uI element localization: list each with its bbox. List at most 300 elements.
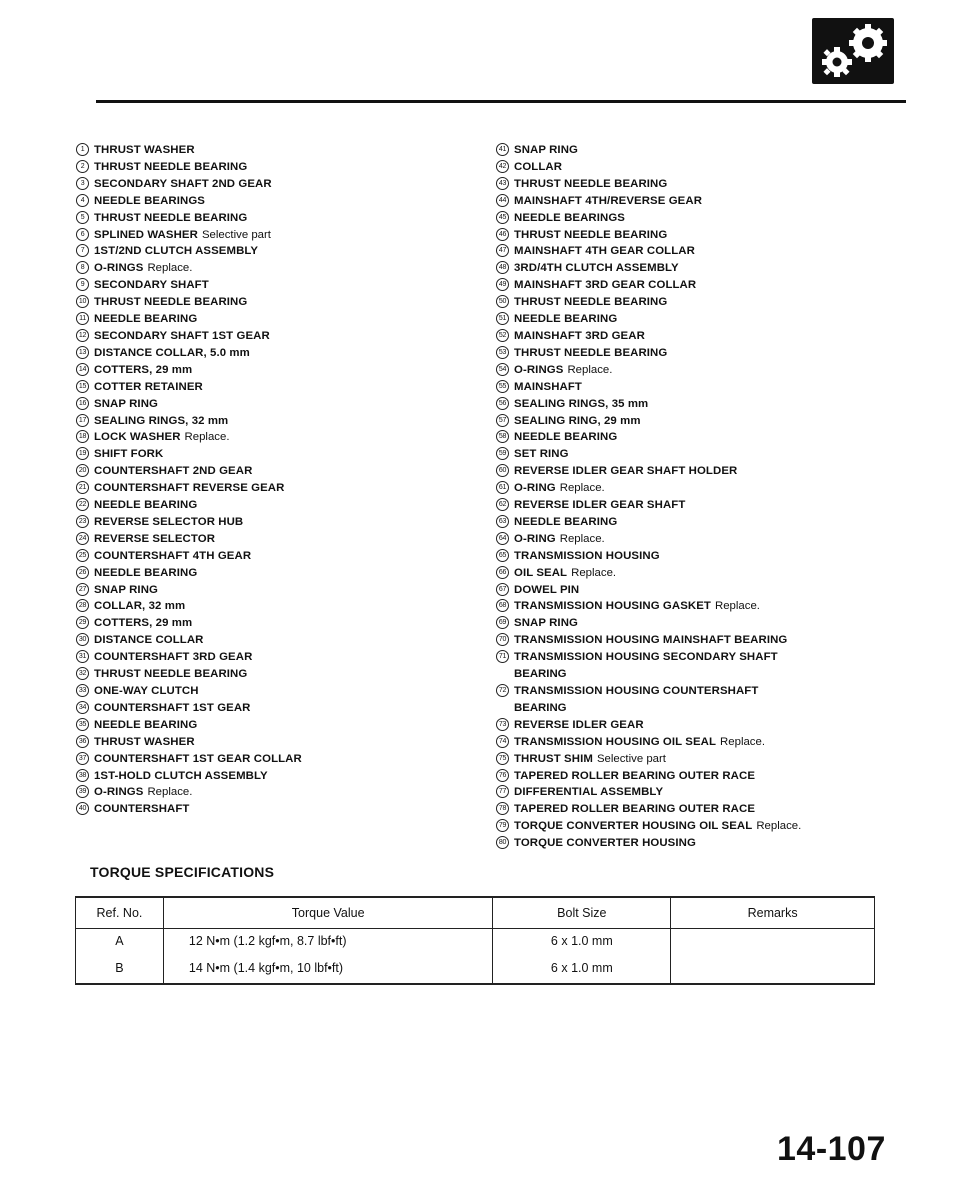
torque-value-cell: 14 N•m (1.4 kgf•m, 10 lbf•ft)	[163, 953, 493, 984]
part-name: SEALING RINGS, 32 mm	[94, 414, 229, 427]
part-name: SECONDARY SHAFT	[94, 279, 209, 292]
item-text	[514, 632, 787, 649]
list-item	[496, 463, 916, 480]
callout-number: 16	[76, 397, 89, 410]
page-number: 14-107	[777, 1130, 886, 1168]
list-item	[496, 294, 916, 311]
item-text	[94, 497, 197, 514]
item-text	[514, 429, 617, 446]
list-item	[496, 142, 916, 159]
callout-number: 28	[76, 599, 89, 612]
callout-number: 26	[76, 566, 89, 579]
table-row	[76, 953, 875, 984]
table-row	[76, 929, 875, 954]
item-text	[514, 311, 617, 328]
item-text	[94, 159, 247, 176]
callout-number: 60	[496, 464, 509, 477]
callout-number: 78	[496, 802, 509, 815]
item-text	[94, 548, 251, 565]
part-note: Replace.	[567, 363, 613, 376]
item-text	[94, 311, 197, 328]
callout-number: 65	[496, 549, 509, 562]
part-note: Replace.	[559, 482, 605, 495]
callout-number: 77	[496, 785, 509, 798]
remarks-cell	[671, 929, 875, 954]
list-item	[76, 480, 476, 497]
part-note: Replace.	[756, 820, 802, 833]
item-text	[94, 683, 199, 700]
list-item	[496, 784, 916, 801]
part-name: O-RINGS	[514, 363, 564, 376]
part-note: Replace.	[147, 262, 193, 275]
part-name: COTTERS, 29 mm	[94, 617, 193, 630]
callout-number: 4	[76, 194, 89, 207]
callout-number: 63	[496, 515, 509, 528]
part-name: THRUST NEEDLE BEARING	[514, 177, 668, 190]
item-text	[514, 227, 667, 244]
callout-number: 56	[496, 397, 509, 410]
part-name: MAINSHAFT 4TH GEAR COLLAR	[514, 245, 695, 258]
part-note: Replace.	[720, 735, 766, 748]
list-item	[76, 700, 476, 717]
part-name: TRANSMISSION HOUSING	[514, 549, 660, 562]
callout-number: 17	[76, 414, 89, 427]
item-text	[94, 210, 247, 227]
part-name: REVERSE IDLER GEAR SHAFT HOLDER	[514, 465, 738, 478]
callout-number: 64	[496, 532, 509, 545]
part-name: NEEDLE BEARING	[514, 313, 618, 326]
part-name: DISTANCE COLLAR	[94, 634, 204, 647]
part-name: COUNTERSHAFT 1ST GEAR	[94, 701, 251, 714]
part-name: COUNTERSHAFT 4TH GEAR	[94, 549, 252, 562]
item-text	[514, 176, 667, 193]
part-name: COUNTERSHAFT REVERSE GEAR	[94, 482, 285, 495]
part-name: TRANSMISSION HOUSING COUNTERSHAFT	[514, 685, 759, 697]
header-remarks: Remarks	[671, 897, 875, 929]
list-item	[496, 446, 916, 463]
callout-number: 45	[496, 211, 509, 224]
list-item	[76, 379, 476, 396]
item-text	[94, 345, 250, 362]
item-text	[94, 598, 185, 615]
callout-number: 50	[496, 295, 509, 308]
list-item	[76, 294, 476, 311]
part-name: SECONDARY SHAFT 2ND GEAR	[94, 177, 272, 190]
list-item	[496, 176, 916, 193]
list-item	[496, 649, 916, 683]
item-text	[514, 379, 582, 396]
part-name: DISTANCE COLLAR, 5.0 mm	[94, 346, 250, 359]
list-item	[496, 801, 916, 818]
item-text	[94, 666, 247, 683]
list-item	[76, 159, 476, 176]
table-header-row	[76, 897, 875, 929]
item-text	[94, 615, 192, 632]
list-item	[76, 193, 476, 210]
item-text	[514, 801, 755, 818]
item-text	[514, 497, 685, 514]
header-ref-no: Ref. No.	[76, 897, 164, 929]
bolt-size-cell: 6 x 1.0 mm	[493, 953, 671, 984]
list-item	[496, 751, 916, 768]
item-text	[94, 294, 247, 311]
ref-cell: A	[76, 929, 164, 954]
item-text	[514, 210, 625, 227]
callout-number: 67	[496, 583, 509, 596]
part-name: NEEDLE BEARING	[514, 515, 618, 528]
list-item	[496, 311, 916, 328]
item-text	[514, 159, 562, 176]
header-torque-value: Torque Value	[163, 897, 493, 929]
list-item	[76, 243, 476, 260]
item-text	[94, 531, 215, 548]
part-name: ONE-WAY CLUTCH	[94, 685, 199, 697]
callout-number: 37	[76, 752, 89, 765]
part-name: 1ST-HOLD CLUTCH ASSEMBLY	[94, 769, 268, 782]
callout-number: 7	[76, 244, 89, 257]
list-item	[76, 734, 476, 751]
item-text	[94, 565, 197, 582]
list-item	[76, 598, 476, 615]
item-text	[514, 362, 612, 379]
part-name: O-RING	[514, 532, 556, 545]
callout-number: 29	[76, 616, 89, 629]
list-item	[76, 260, 476, 277]
item-text	[94, 734, 195, 751]
part-name: SHIFT FORK	[94, 448, 164, 461]
part-name: MAINSHAFT 3RD GEAR	[514, 329, 645, 342]
item-text	[94, 362, 192, 379]
part-name: NEEDLE BEARINGS	[514, 211, 625, 224]
item-text	[94, 582, 158, 599]
item-text	[94, 243, 258, 260]
part-name: TRANSMISSION HOUSING SECONDARY SHAFT	[514, 651, 778, 664]
callout-number: 30	[76, 633, 89, 646]
callout-number: 38	[76, 769, 89, 782]
item-text	[514, 548, 660, 565]
item-text	[514, 615, 578, 632]
part-name: COTTER RETAINER	[94, 380, 203, 393]
part-name: SEALING RING, 29 mm	[514, 414, 641, 427]
item-text	[514, 328, 645, 345]
list-item	[76, 413, 476, 430]
item-text	[94, 328, 270, 345]
list-item	[496, 548, 916, 565]
callout-number: 52	[496, 329, 509, 342]
item-text	[94, 700, 251, 717]
item-text	[514, 514, 617, 531]
list-item	[496, 480, 916, 497]
item-text	[514, 480, 605, 497]
part-name: REVERSE SELECTOR HUB	[94, 515, 244, 528]
list-item	[496, 835, 916, 852]
part-name: COUNTERSHAFT 3RD GEAR	[94, 651, 253, 664]
item-text	[514, 345, 667, 362]
callout-number: 51	[496, 312, 509, 325]
item-text	[514, 463, 737, 480]
part-name: DOWEL PIN	[514, 583, 580, 596]
part-name: THRUST NEEDLE BEARING	[94, 668, 248, 681]
callout-number: 47	[496, 244, 509, 257]
list-item	[76, 565, 476, 582]
callout-number: 34	[76, 701, 89, 714]
part-name: THRUST NEEDLE BEARING	[94, 211, 248, 224]
part-name: NEEDLE BEARING	[94, 499, 198, 512]
list-item	[496, 328, 916, 345]
list-item	[76, 768, 476, 785]
callout-number: 20	[76, 464, 89, 477]
callout-number: 75	[496, 752, 509, 765]
torque-value-cell: 12 N•m (1.2 kgf•m, 8.7 lbf•ft)	[163, 929, 493, 954]
list-item	[496, 717, 916, 734]
part-name: THRUST NEEDLE BEARING	[94, 160, 248, 173]
part-name: SNAP RING	[94, 583, 158, 596]
callout-number: 2	[76, 160, 89, 173]
part-name: COUNTERSHAFT 1ST GEAR COLLAR	[94, 752, 302, 765]
part-name: THRUST NEEDLE BEARING	[514, 296, 668, 309]
item-text	[94, 260, 192, 277]
part-name: O-RINGS	[94, 262, 144, 275]
part-name: THRUST WASHER	[94, 144, 195, 156]
list-item	[496, 210, 916, 227]
part-name: THRUST NEEDLE BEARING	[514, 228, 668, 241]
part-name: COTTERS, 29 mm	[94, 363, 193, 376]
part-name: COLLAR, 32 mm	[94, 600, 186, 613]
part-note: Selective part	[201, 228, 271, 241]
callout-number: 36	[76, 735, 89, 748]
item-text	[94, 429, 230, 446]
callout-number: 71	[496, 650, 509, 663]
callout-number: 23	[76, 515, 89, 528]
item-text	[514, 260, 679, 277]
item-text	[514, 193, 702, 210]
callout-number: 72	[496, 684, 509, 697]
callout-number: 46	[496, 228, 509, 241]
part-name: NEEDLE BEARING	[94, 566, 198, 579]
part-name: MAINSHAFT	[514, 380, 582, 393]
item-text	[94, 193, 205, 210]
list-item	[496, 243, 916, 260]
list-item	[76, 328, 476, 345]
callout-number: 58	[496, 430, 509, 443]
list-item	[496, 193, 916, 210]
item-text	[514, 396, 648, 413]
parts-list-right	[496, 142, 916, 852]
item-text	[94, 632, 204, 649]
list-item	[496, 531, 916, 548]
part-name: THRUST SHIM	[514, 752, 593, 765]
parts-list-left	[76, 142, 476, 818]
list-item	[496, 413, 916, 430]
list-item	[76, 227, 476, 244]
list-item	[76, 615, 476, 632]
item-text	[514, 835, 696, 852]
callout-number: 22	[76, 498, 89, 511]
callout-number: 49	[496, 278, 509, 291]
list-item	[496, 818, 916, 835]
part-name: NEEDLE BEARING	[514, 431, 618, 444]
item-text	[514, 818, 801, 835]
item-text	[514, 784, 663, 801]
list-item	[76, 548, 476, 565]
callout-number: 62	[496, 498, 509, 511]
part-note: Replace.	[571, 566, 617, 579]
part-name: SNAP RING	[514, 144, 578, 156]
callout-number: 25	[76, 549, 89, 562]
torque-table	[75, 896, 875, 985]
callout-number: 19	[76, 447, 89, 460]
callout-number: 70	[496, 633, 509, 646]
list-item	[496, 260, 916, 277]
list-item	[496, 159, 916, 176]
list-item	[76, 717, 476, 734]
item-text	[514, 649, 778, 683]
part-name: SPLINED WASHER	[94, 228, 198, 241]
list-item	[496, 277, 916, 294]
torque-specifications-title: TORQUE SPECIFICATIONS	[90, 864, 275, 880]
item-text	[514, 413, 641, 430]
list-item	[76, 396, 476, 413]
callout-number: 55	[496, 380, 509, 393]
part-name: SEALING RINGS, 35 mm	[514, 397, 649, 410]
list-item	[496, 227, 916, 244]
item-text	[514, 243, 695, 260]
part-name: OIL SEAL	[514, 566, 568, 579]
part-name: TRANSMISSION HOUSING GASKET	[514, 600, 711, 613]
part-name: TRANSMISSION HOUSING OIL SEAL	[514, 735, 717, 748]
part-name: SECONDARY SHAFT 1ST GEAR	[94, 329, 270, 342]
callout-number: 68	[496, 599, 509, 612]
callout-number: 24	[76, 532, 89, 545]
item-text	[94, 801, 189, 818]
list-item	[496, 632, 916, 649]
item-text	[514, 751, 666, 768]
part-name: O-RINGS	[94, 786, 144, 799]
callout-number: 15	[76, 380, 89, 393]
item-text	[94, 514, 243, 531]
part-name: REVERSE IDLER GEAR	[514, 718, 644, 731]
part-name: SNAP RING	[94, 397, 158, 410]
part-name: TAPERED ROLLER BEARING OUTER RACE	[514, 769, 756, 782]
list-item	[496, 345, 916, 362]
header-bolt-size: Bolt Size	[493, 897, 671, 929]
ref-cell: B	[76, 953, 164, 984]
gears-icon	[812, 18, 894, 84]
callout-number: 69	[496, 616, 509, 629]
callout-number: 8	[76, 261, 89, 274]
item-text	[514, 717, 644, 734]
callout-number: 3	[76, 177, 89, 190]
callout-number: 74	[496, 735, 509, 748]
part-note: Replace.	[715, 600, 760, 613]
item-text	[514, 768, 755, 785]
item-text	[94, 784, 192, 801]
callout-number: 6	[76, 228, 89, 241]
part-name: NEEDLE BEARING	[94, 718, 198, 731]
part-name: TAPERED ROLLER BEARING OUTER RACE	[514, 803, 756, 816]
part-name: 1ST/2ND CLUTCH ASSEMBLY	[94, 245, 259, 258]
part-name: TORQUE CONVERTER HOUSING OIL SEAL	[514, 820, 753, 833]
bolt-size-cell: 6 x 1.0 mm	[493, 929, 671, 954]
part-note: Replace.	[147, 786, 193, 799]
callout-number: 13	[76, 346, 89, 359]
list-item	[76, 632, 476, 649]
callout-number: 73	[496, 718, 509, 731]
callout-number: 66	[496, 566, 509, 579]
part-name: 3RD/4TH CLUTCH ASSEMBLY	[514, 262, 679, 275]
callout-number: 12	[76, 329, 89, 342]
part-name: NEEDLE BEARING	[94, 313, 198, 326]
list-item	[496, 768, 916, 785]
part-name: LOCK WASHER	[94, 431, 181, 444]
list-item	[496, 565, 916, 582]
callout-number: 48	[496, 261, 509, 274]
callout-number: 27	[76, 583, 89, 596]
item-text	[94, 396, 158, 413]
header-rule	[96, 100, 906, 103]
list-item	[76, 429, 476, 446]
list-item	[496, 396, 916, 413]
list-item	[496, 379, 916, 396]
list-item	[76, 176, 476, 193]
part-name: MAINSHAFT 3RD GEAR COLLAR	[514, 279, 697, 292]
part-name: THRUST NEEDLE BEARING	[514, 346, 668, 359]
part-name: COUNTERSHAFT	[94, 803, 190, 816]
part-name: REVERSE IDLER GEAR SHAFT	[514, 499, 686, 512]
item-text	[514, 446, 569, 463]
callout-number: 53	[496, 346, 509, 359]
item-text	[94, 463, 252, 480]
item-text	[94, 413, 228, 430]
callout-number: 18	[76, 430, 89, 443]
list-item	[76, 463, 476, 480]
list-item	[76, 210, 476, 227]
list-item	[496, 683, 916, 717]
list-item	[496, 362, 916, 379]
list-item	[496, 429, 916, 446]
callout-number: 14	[76, 363, 89, 376]
callout-number: 21	[76, 481, 89, 494]
callout-number: 42	[496, 160, 509, 173]
callout-number: 80	[496, 836, 509, 849]
item-text	[514, 277, 696, 294]
item-text	[514, 294, 667, 311]
list-item	[76, 311, 476, 328]
item-text	[514, 598, 760, 615]
list-item	[496, 497, 916, 514]
list-item	[496, 582, 916, 599]
callout-number: 39	[76, 785, 89, 798]
part-name: TORQUE CONVERTER HOUSING	[514, 837, 696, 850]
part-note: Replace.	[184, 431, 230, 444]
part-note: Selective part	[596, 752, 666, 765]
list-item	[76, 784, 476, 801]
list-item	[496, 615, 916, 632]
part-name-continued: BEARING	[514, 668, 567, 681]
list-item	[76, 582, 476, 599]
list-item	[76, 142, 476, 159]
callout-number: 33	[76, 684, 89, 697]
part-name-continued: BEARING	[514, 701, 567, 714]
callout-number: 1	[76, 143, 89, 156]
item-text	[94, 277, 209, 294]
list-item	[76, 497, 476, 514]
part-name: COUNTERSHAFT 2ND GEAR	[94, 465, 253, 478]
item-text	[94, 227, 271, 244]
callout-number: 11	[76, 312, 89, 325]
list-item	[496, 734, 916, 751]
list-item	[76, 649, 476, 666]
